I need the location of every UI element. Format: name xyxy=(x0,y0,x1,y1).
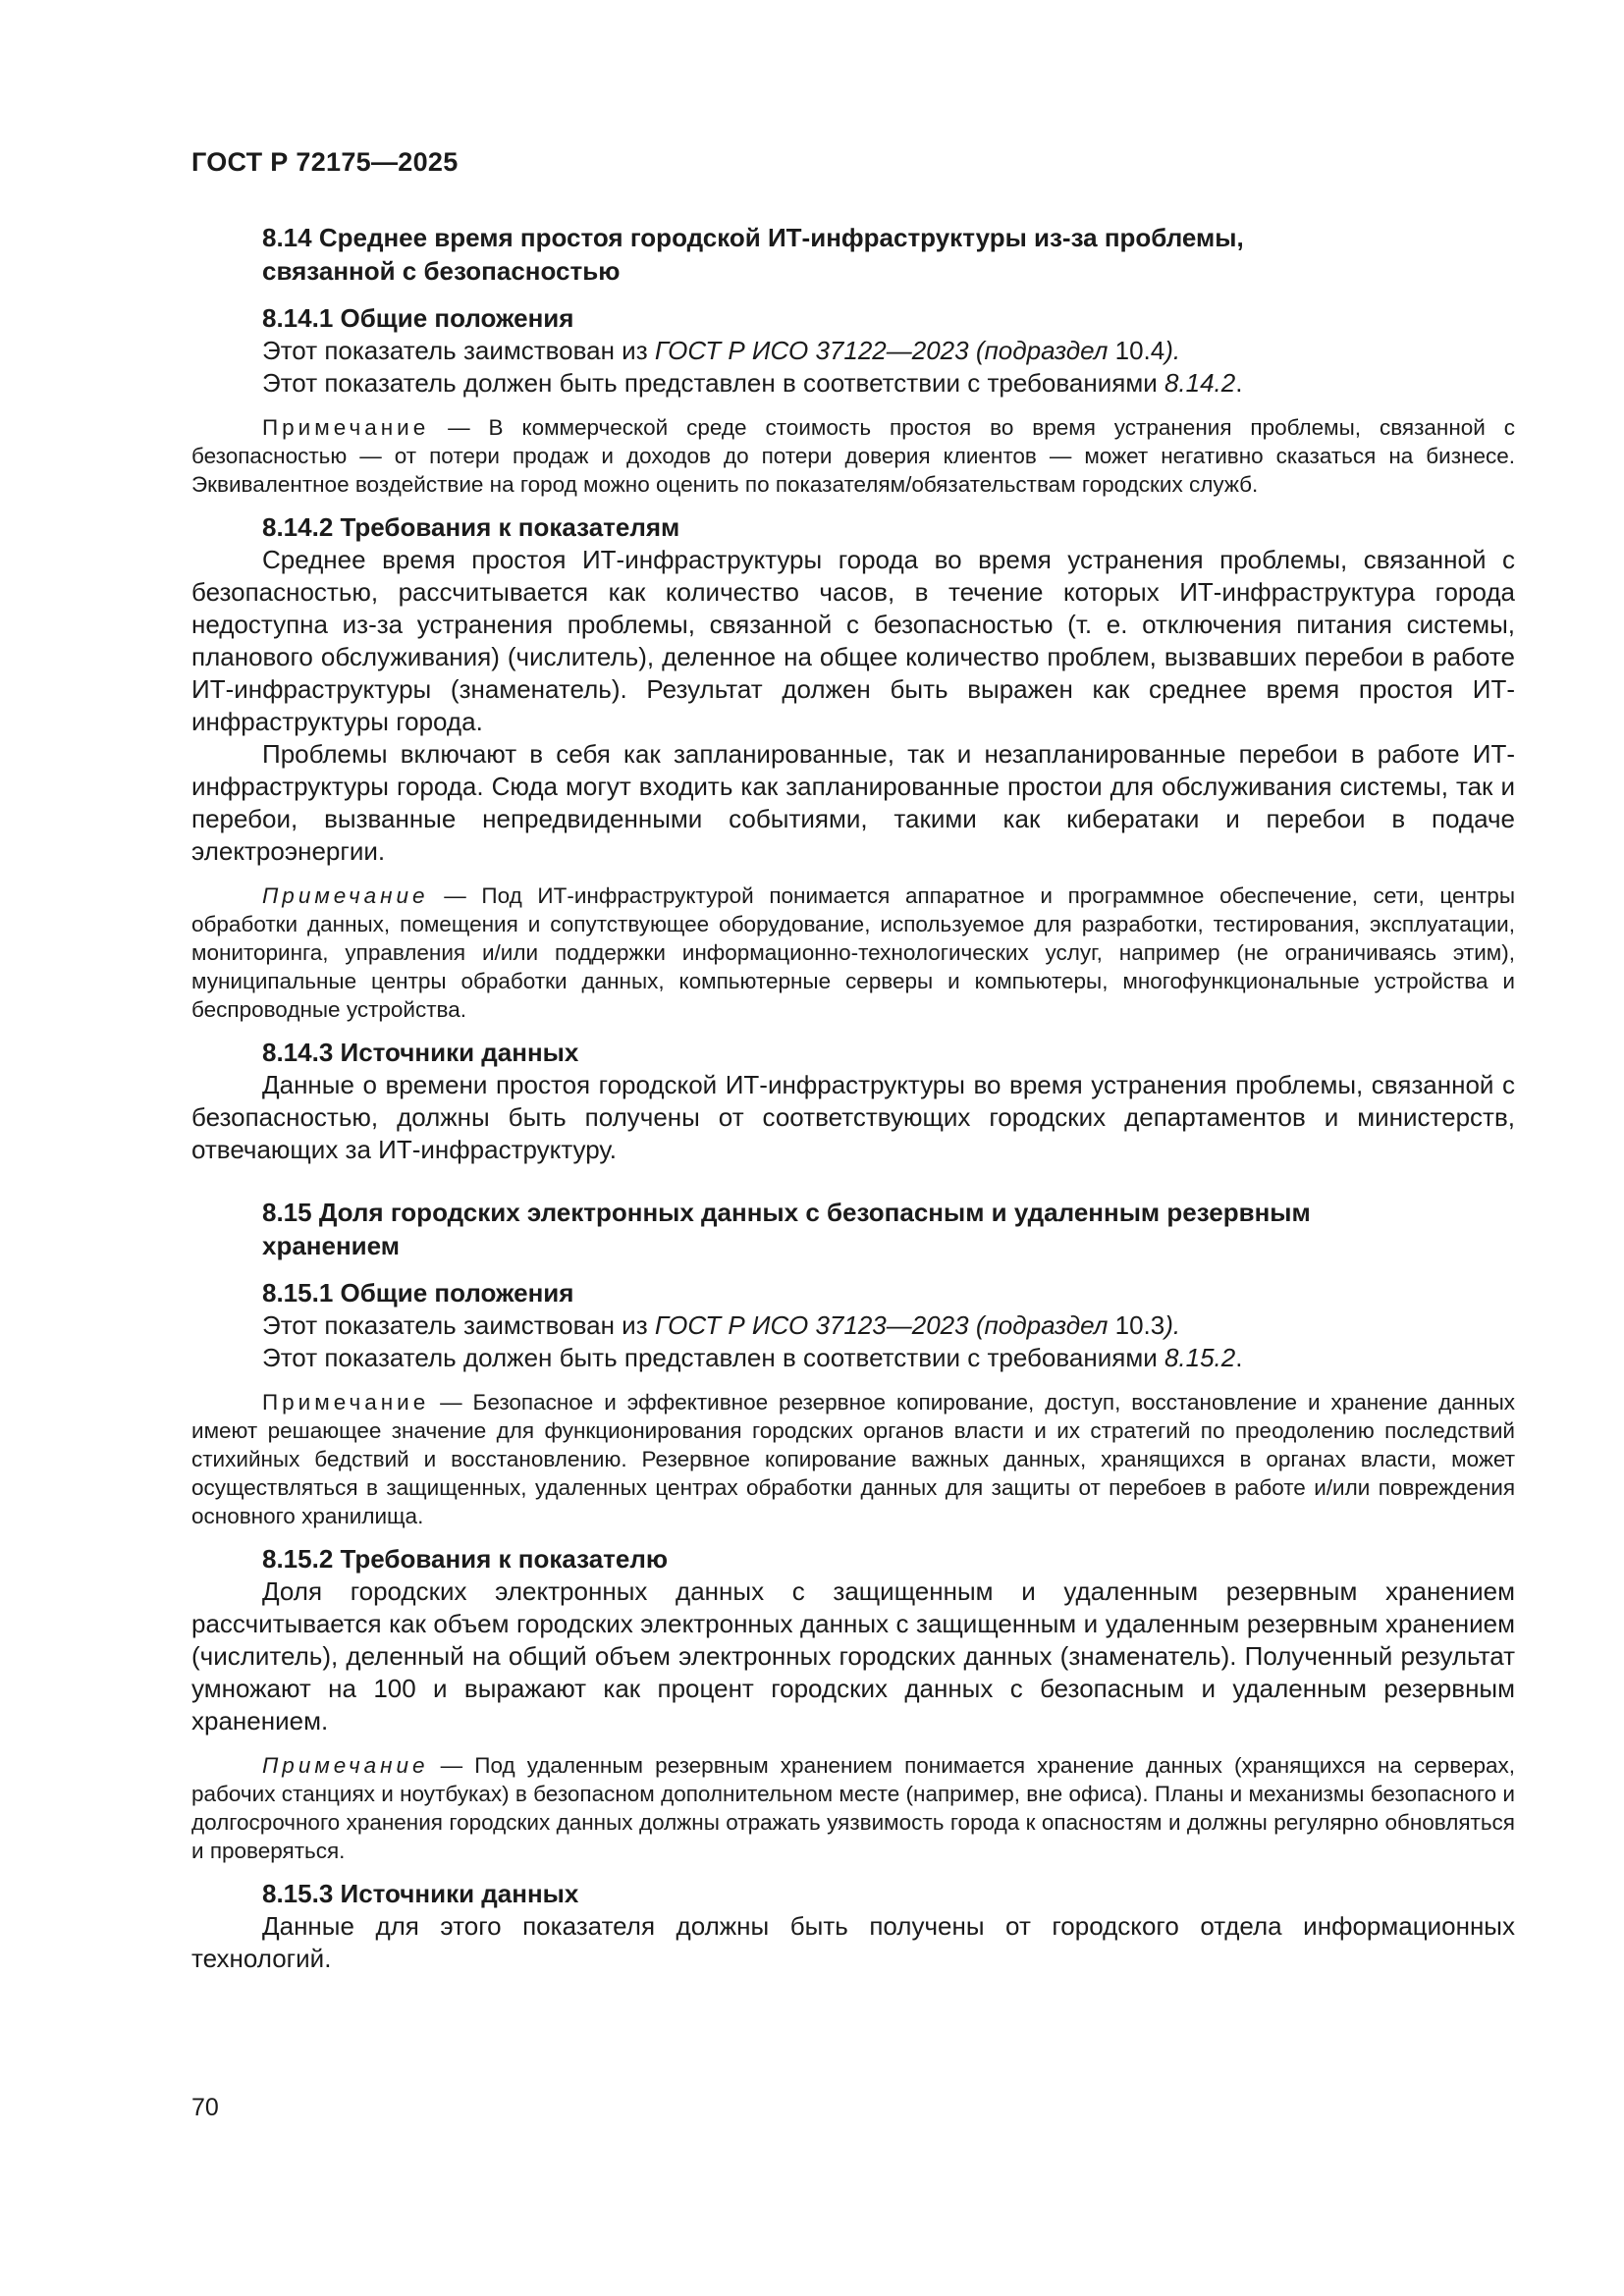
section-title-8-15 xyxy=(191,1196,1515,1262)
text-fragment: ). xyxy=(1164,1310,1181,1340)
text-fragment: Этот показатель заимствован из xyxy=(262,336,655,365)
paragraph: Доля городских электронных данных с защищенным и удаленным резервным хранением рассчитывается как объем городских электронных данных с защищенным и удаленным резервным хранением (числитель), деленный на общий объем электронных городских данных (знаменатель). Полученный результат умножают на 100 и выражают как процент городских данных с безопасным и удаленным резервным хранением. xyxy=(191,1576,1515,1735)
borrowed-from-line xyxy=(191,1309,1515,1342)
page-number: 70 xyxy=(191,2094,219,2121)
note-text: — Безопасное и эффективное резервное копирование, доступ, восстановление и хранение данных имеют решающее значение для функционирования городских органов власти и их стратегий по преодолению последствий стихийных бедствий и восстановлению. Резервное копирование важных данных, хранящихся в органах власти, может осуществляться в защищенных, удаленных центрах обработки данных для защиты от перебоев в работе и/или повреждения основного хранилища. xyxy=(191,1390,1515,1528)
text-fragment: 10.4 xyxy=(1114,336,1165,365)
note-label: Примечание xyxy=(262,1753,429,1778)
note-text: — Под ИТ-инфраструктурой понимается аппаратное и программное обеспечение, сети, центры обработки данных, помещения и сопутствующее оборудование, используемое для разработки, тестирования, эксплуатации, мониторинга, управления и/или поддержки информационно-технологических услуг, например (не ограничиваясь этим), муниципальные центры обработки данных, компьютерные серверы и компьютеры, многофункциональные устройства и беспроводные устройства. xyxy=(191,883,1515,1022)
clause-reference: 8.14.2 xyxy=(1164,368,1236,398)
clause-reference: 8.15.2 xyxy=(1164,1343,1236,1372)
standard-reference: ГОСТ Р ИСО 37123—2023 (подраздел xyxy=(654,1310,1115,1340)
text-fragment: Этот показатель должен быть представлен в соответствии с требованиями xyxy=(262,1343,1164,1372)
note-8-15-1 xyxy=(191,1388,1515,1530)
requirements-line xyxy=(191,1342,1515,1374)
note-text: — В коммерческой среде стоимость простоя во время устранения проблемы, связанной с безопасностью — от потери продаж и доходов до потери доверия клиентов — может негативно сказаться на бизнесе. Эквивалентное воздействие на город можно оценить по показателям/обязательствам городских служб. xyxy=(191,415,1515,497)
note-text: — Под удаленным резервным хранением понимается хранение данных (хранящихся на серверах, рабочих станциях и ноутбуках) в безопасном дополнительном месте (например, вне офиса). Планы и механизмы безопасного и долгосрочного хранения городских данных должны отражать уязвимость города к опасностям и должны регулярно обновляться и проверяться. xyxy=(191,1753,1515,1863)
section-title-8-14 xyxy=(191,221,1515,288)
note-8-14-2 xyxy=(191,881,1515,1024)
note-8-15-2 xyxy=(191,1751,1515,1865)
subsection-title-8-14-3: 8.14.3 Источники данных xyxy=(262,1038,579,1067)
requirements-line xyxy=(191,367,1515,400)
text-fragment: ). xyxy=(1164,336,1181,365)
subsection-title-8-14-2: 8.14.2 Требования к показателям xyxy=(262,512,680,542)
paragraph: Данные для этого показателя должны быть получены от городского отдела информационных технологий. xyxy=(191,1911,1515,1973)
paragraph: Проблемы включают в себя как запланированные, так и незапланированные перебои в работе ИТ-инфраструктуры города. Сюда могут входить как запланированные простои для обслуживания системы, так и перебои, вызванные непредвиденными событиями, такими как кибератаки и перебои в подаче электроэнергии. xyxy=(191,739,1515,866)
note-label: Примечание xyxy=(262,883,429,908)
standard-reference: ГОСТ Р ИСО 37122—2023 (подраздел xyxy=(654,336,1115,365)
section-8-14 xyxy=(191,221,1515,1166)
text-fragment: . xyxy=(1235,1343,1243,1372)
subsection-title-8-15-1: 8.15.1 Общие положения xyxy=(262,1278,574,1308)
section-8-15 xyxy=(191,1196,1515,1975)
subsection-title-8-15-2: 8.15.2 Требования к показателю xyxy=(262,1544,669,1574)
text-fragment: . xyxy=(1235,368,1243,398)
borrowed-from-line xyxy=(191,335,1515,367)
section-title-line: 8.15 Доля городских электронных данных с безопасным и удаленным резервным xyxy=(262,1198,1311,1227)
text-fragment: Этот показатель заимствован из xyxy=(262,1310,655,1340)
note-label: Примечание xyxy=(262,1390,430,1415)
section-title-line: 8.14 Среднее время простоя городской ИТ-инфраструктуры из-за проблемы, xyxy=(262,223,1244,252)
subsection-title-8-15-3: 8.15.3 Источники данных xyxy=(262,1879,579,1908)
standard-header: ГОСТ Р 72175—2025 xyxy=(191,147,459,177)
paragraph: Среднее время простоя ИТ-инфраструктуры города во время устранения проблемы, связанной с безопасностью, рассчитывается как количество часов, в течение которых ИТ-инфраструктура города недоступна из-за устранения проблемы, связанной с безопасностью (т. е. отключения питания системы, планового обслуживания) (числитель), деленное на общее количество проблем, вызвавших перебои в работе ИТ-инфраструктуры (знаменатель). Результат должен быть выражен как среднее время простоя ИТ-инфраструктуры города. xyxy=(191,545,1515,736)
paragraph: Данные о времени простоя городской ИТ-инфраструктуры во время устранения проблемы, связанной с безопасностью, должны быть получены от соответствующих городских департаментов и министерств, отвечающих за ИТ-инфраструктуру. xyxy=(191,1070,1515,1164)
page-content xyxy=(191,221,1515,1975)
note-label: Примечание xyxy=(262,415,430,440)
note-8-14-1 xyxy=(191,413,1515,499)
section-title-line: связанной с безопасностью xyxy=(262,256,621,286)
section-title-line: хранением xyxy=(262,1231,401,1260)
text-fragment: 10.3 xyxy=(1114,1310,1165,1340)
text-fragment: Этот показатель должен быть представлен в соответствии с требованиями xyxy=(262,368,1164,398)
subsection-title-8-14-1: 8.14.1 Общие положения xyxy=(262,303,574,333)
